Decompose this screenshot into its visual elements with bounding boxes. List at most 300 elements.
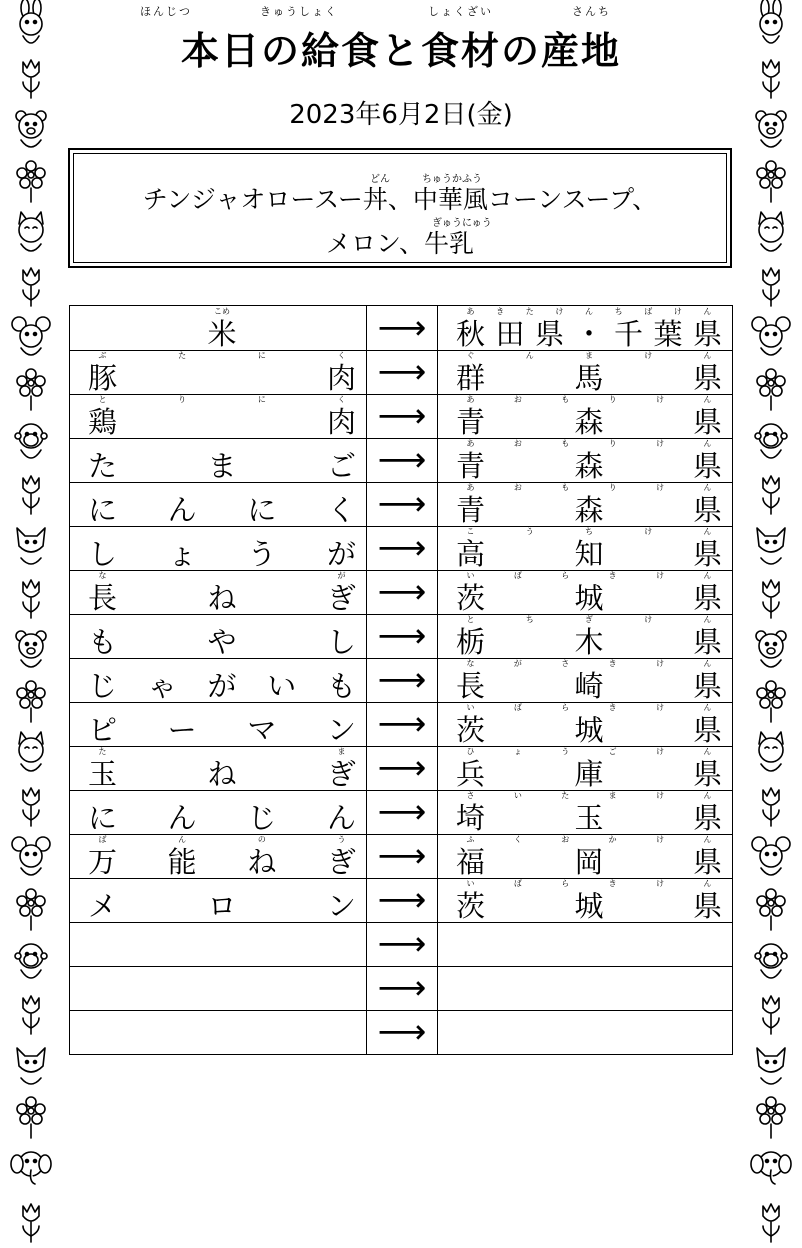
food-char: 能	[167, 845, 197, 879]
food-name	[88, 407, 356, 437]
furigana-char: た	[561, 791, 570, 800]
flower-icon	[747, 676, 795, 728]
origin-char: 埼	[456, 801, 486, 835]
origin-char: 高	[456, 537, 486, 571]
origin-char: 県	[693, 625, 723, 659]
origin-char: 県	[693, 713, 723, 747]
table-row	[70, 306, 732, 351]
furigana-char: ぐ	[466, 351, 475, 360]
furigana-char: な	[98, 571, 107, 580]
food-name	[88, 627, 356, 657]
mouse-icon	[747, 832, 795, 884]
tulip-icon	[747, 260, 795, 312]
menu-box-inner-border	[73, 153, 727, 263]
furigana-char: ば	[513, 879, 522, 888]
tulip-icon	[7, 468, 55, 520]
furigana-char: け	[656, 483, 665, 492]
origin-cell	[438, 966, 732, 1010]
origin-char: 城	[574, 713, 604, 747]
furigana-char: き	[608, 879, 617, 888]
flower-icon	[747, 156, 795, 208]
food-cell	[70, 614, 367, 658]
flower-icon	[7, 1092, 55, 1144]
monkey-icon	[7, 416, 55, 468]
food-char: 豚	[88, 361, 118, 395]
furigana-char: ば	[513, 703, 522, 712]
tulip-icon	[747, 468, 795, 520]
furigana-char: ん	[703, 307, 712, 316]
origin-cell	[438, 570, 732, 614]
furigana-char: お	[513, 439, 522, 448]
furigana-char: ん	[703, 395, 712, 404]
tulip-icon	[7, 52, 55, 104]
furigana-char: く	[513, 835, 522, 844]
table-row	[70, 702, 732, 747]
furigana-char: に	[257, 395, 266, 404]
furigana-char: ご	[608, 747, 617, 756]
menu-ruby-don: どん	[370, 174, 390, 185]
furigana-char: ん	[703, 879, 712, 888]
origin-cell	[438, 306, 732, 350]
food-char: し	[88, 537, 118, 571]
food-name	[88, 803, 356, 833]
food-name	[88, 759, 356, 789]
food-cell	[70, 438, 367, 482]
table-row	[70, 482, 732, 527]
origin-char: 馬	[574, 361, 604, 395]
furigana-char: さ	[466, 791, 475, 800]
arrow-cell: ⟶	[367, 350, 438, 394]
origin-cell	[438, 834, 732, 878]
furigana-char: き	[608, 703, 617, 712]
furigana-char: ま	[337, 747, 346, 756]
furigana-char: あ	[466, 395, 475, 404]
origin-cell	[438, 482, 732, 526]
food-char: ま	[207, 449, 237, 483]
food-char: 長	[88, 581, 118, 615]
food-char: が	[207, 669, 237, 703]
furigana-char: り	[178, 395, 187, 404]
food-char: も	[88, 625, 118, 659]
cat-icon	[7, 208, 55, 260]
arrow-cell: ⟶	[367, 394, 438, 438]
food-cell	[70, 394, 367, 438]
table-row	[70, 922, 732, 967]
origin-char: 県	[693, 889, 723, 923]
arrow-cell: ⟶	[367, 482, 438, 526]
rabbit-icon	[747, 0, 795, 52]
title-ruby-4: さんち	[572, 5, 611, 18]
food-char: た	[88, 449, 118, 483]
furigana-char: お	[561, 835, 570, 844]
food-char: 肉	[327, 361, 357, 395]
furigana-char: に	[257, 351, 266, 360]
title-ruby-3: しょくざい	[428, 5, 493, 18]
origin-name	[456, 891, 722, 921]
food-char: ピ	[88, 713, 118, 747]
food-char: じ	[88, 669, 118, 703]
furigana-char: ん	[178, 835, 187, 844]
furigana-char: も	[561, 483, 570, 492]
furigana-char: く	[337, 351, 346, 360]
furigana-char: ん	[703, 351, 712, 360]
left-decorative-border	[2, 0, 60, 1083]
food-char: が	[326, 537, 356, 571]
food-furigana	[88, 350, 356, 362]
origin-char: 青	[456, 493, 486, 527]
food-cell	[70, 878, 367, 922]
food-char: ね	[247, 845, 277, 879]
furigana-char: い	[513, 791, 522, 800]
right-decorative-border	[742, 0, 800, 1083]
furigana-char: い	[466, 571, 475, 580]
food-name	[88, 715, 356, 745]
tulip-icon	[747, 1196, 795, 1248]
food-char: に	[88, 493, 118, 527]
menu-line-2: メロン、牛乳	[325, 229, 474, 258]
furigana-char: ん	[585, 307, 593, 316]
elephant-icon	[7, 1144, 55, 1196]
origin-char: 青	[456, 449, 486, 483]
furigana-char: ひ	[466, 747, 475, 756]
tulip-icon	[747, 988, 795, 1040]
origin-char: 茨	[456, 713, 486, 747]
menu-line-1: チンジャオロースー丼、中華風コーンスープ、	[142, 185, 658, 214]
food-char: 玉	[88, 757, 118, 791]
table-row	[70, 790, 732, 835]
furigana-char: う	[525, 527, 534, 536]
rabbit-icon	[7, 0, 55, 52]
origin-cell	[438, 790, 732, 834]
food-cell	[70, 570, 367, 614]
furigana-char: が	[337, 571, 346, 580]
flower-icon	[7, 156, 55, 208]
origin-char: 森	[574, 493, 604, 527]
food-cell	[70, 1010, 367, 1054]
furigana-char: ま	[608, 791, 617, 800]
origin-cell	[438, 702, 732, 746]
furigana-char: ふ	[466, 835, 475, 844]
arrow-cell: ⟶	[367, 1010, 438, 1054]
food-cell	[70, 526, 367, 570]
table-row	[70, 614, 732, 659]
table-row	[70, 878, 732, 923]
arrow-cell: ⟶	[367, 746, 438, 790]
food-furigana	[88, 834, 356, 846]
furigana-char: ぶ	[98, 351, 107, 360]
origin-cell	[438, 614, 732, 658]
origin-char: 茨	[456, 889, 486, 923]
furigana-char: ら	[561, 571, 570, 580]
menu-box	[68, 148, 732, 268]
arrow-cell: ⟶	[367, 922, 438, 966]
origin-char: 玉	[574, 801, 604, 835]
fox-icon	[7, 1040, 55, 1092]
origin-cell	[438, 526, 732, 570]
origin-char: 木	[574, 625, 604, 659]
furigana-char: も	[561, 395, 570, 404]
food-furigana	[88, 394, 356, 406]
origin-char: 群	[456, 361, 486, 395]
origin-char: 森	[574, 405, 604, 439]
food-char: ご	[327, 449, 357, 483]
mouse-icon	[747, 312, 795, 364]
origin-name	[456, 451, 722, 481]
furigana-char: お	[513, 483, 522, 492]
food-cell	[70, 702, 367, 746]
furigana-char: う	[337, 835, 346, 844]
furigana-char: ん	[703, 571, 712, 580]
origin-char: ・	[574, 317, 604, 351]
origin-char: 県	[693, 581, 723, 615]
tulip-icon	[7, 572, 55, 624]
food-char: に	[88, 801, 118, 835]
tulip-icon	[7, 780, 55, 832]
menu-date: 2023年6月2日(金)	[289, 100, 513, 130]
origin-char: 茨	[456, 581, 486, 615]
origin-char: 千	[614, 317, 644, 351]
table-row	[70, 394, 732, 439]
food-name	[88, 539, 356, 569]
origin-char: 県	[693, 317, 723, 351]
food-char: い	[267, 669, 297, 703]
food-cell	[70, 966, 367, 1010]
furigana-char: ん	[703, 483, 712, 492]
furigana-char: け	[555, 307, 564, 316]
title-ruby-1: ほんじつ	[140, 5, 192, 18]
bear-icon	[747, 104, 795, 156]
food-cell	[70, 658, 367, 702]
food-char: じ	[247, 801, 277, 835]
origin-name	[456, 407, 722, 437]
furigana-char: け	[644, 527, 653, 536]
food-char: ん	[167, 801, 197, 835]
mouse-icon	[7, 832, 55, 884]
arrow-cell: ⟶	[367, 526, 438, 570]
furigana-char: け	[656, 659, 665, 668]
table-row	[70, 966, 732, 1011]
fox-icon	[7, 520, 55, 572]
furigana-char: ん	[703, 747, 712, 756]
arrow-cell: ⟶	[367, 438, 438, 482]
food-cell	[70, 790, 367, 834]
furigana-char: り	[608, 395, 617, 404]
origin-char: 田	[495, 317, 525, 351]
food-name	[88, 891, 356, 921]
furigana-char: い	[466, 703, 475, 712]
furigana-char: あ	[466, 439, 475, 448]
furigana-char: い	[466, 879, 475, 888]
furigana-char: ん	[703, 659, 712, 668]
origin-cell	[438, 1010, 732, 1054]
furigana-char: け	[673, 307, 682, 316]
origin-char: 県	[693, 361, 723, 395]
origin-name	[456, 495, 722, 525]
furigana-char: と	[466, 615, 475, 624]
origin-char: 県	[693, 801, 723, 835]
origin-name	[456, 847, 722, 877]
flower-icon	[7, 676, 55, 728]
table-row	[70, 526, 732, 571]
furigana-char: け	[656, 835, 665, 844]
table-row	[70, 658, 732, 703]
origin-cell	[438, 878, 732, 922]
food-char: 鶏	[88, 405, 118, 439]
furigana-char: ん	[703, 439, 712, 448]
cat-icon	[747, 208, 795, 260]
origin-name	[456, 363, 722, 393]
origin-char: 兵	[456, 757, 486, 791]
flower-icon	[747, 1092, 795, 1144]
food-char: 米	[207, 317, 237, 351]
food-cell	[70, 306, 367, 350]
furigana-char: こ	[466, 527, 475, 536]
furigana-char: た	[98, 747, 107, 756]
food-name	[88, 451, 356, 481]
origin-char: 県	[693, 757, 723, 791]
furigana-char: り	[608, 439, 617, 448]
origin-char: 県	[693, 845, 723, 879]
food-char: し	[327, 625, 357, 659]
furigana-char: き	[608, 571, 617, 580]
furigana-char: お	[513, 395, 522, 404]
furigana-char: ん	[703, 835, 712, 844]
table-row	[70, 1010, 732, 1054]
food-char: メ	[88, 889, 118, 923]
origin-char: 秋	[456, 317, 486, 351]
furigana-char: ぎ	[585, 615, 593, 624]
origin-char: 県	[693, 449, 723, 483]
origin-char: 県	[693, 493, 723, 527]
furigana-char: が	[513, 659, 522, 668]
furigana-char: け	[644, 351, 653, 360]
origin-char: 福	[456, 845, 486, 879]
origin-cell	[438, 922, 732, 966]
origin-char: 県	[693, 405, 723, 439]
bear-icon	[7, 624, 55, 676]
furigana-char: さ	[561, 659, 570, 668]
origin-cell	[438, 746, 732, 790]
furigana-char: け	[656, 747, 665, 756]
flower-icon	[7, 884, 55, 936]
monkey-icon	[7, 936, 55, 988]
bear-icon	[747, 624, 795, 676]
table-row	[70, 746, 732, 791]
origin-char: 青	[456, 405, 486, 439]
origin-char: 県	[693, 669, 723, 703]
furigana-char: ち	[614, 307, 623, 316]
furigana-char: と	[98, 395, 107, 404]
monkey-icon	[747, 936, 795, 988]
furigana-char: こめ	[214, 307, 230, 316]
furigana-char: け	[656, 571, 665, 580]
origin-char: 庫	[574, 757, 604, 791]
food-char: マ	[247, 713, 277, 747]
furigana-char: た	[525, 307, 534, 316]
origin-char: 県	[535, 317, 565, 351]
food-char: 万	[88, 845, 118, 879]
furigana-char: ら	[561, 703, 570, 712]
table-row	[70, 834, 732, 879]
furigana-char: ち	[585, 527, 593, 536]
food-cell	[70, 746, 367, 790]
origin-char: 葉	[653, 317, 683, 351]
furigana-char: ば	[644, 307, 653, 316]
furigana-char: の	[257, 835, 266, 844]
flower-icon	[747, 364, 795, 416]
menu-ruby-gyuunyuu: ぎゅうにゅう	[432, 218, 492, 229]
food-char: う	[247, 537, 277, 571]
food-char: 肉	[327, 405, 357, 439]
arrow-cell: ⟶	[367, 878, 438, 922]
furigana-char: あ	[466, 307, 475, 316]
food-name	[88, 319, 356, 349]
furigana-char: ま	[585, 351, 593, 360]
cat-icon	[747, 728, 795, 780]
origin-char: 知	[574, 537, 604, 571]
furigana-char: ん	[525, 351, 534, 360]
furigana-char: け	[656, 703, 665, 712]
food-name	[88, 495, 356, 525]
food-char: ね	[207, 581, 237, 615]
origin-char: 城	[574, 581, 604, 615]
food-char: や	[207, 625, 237, 659]
furigana-char: り	[608, 483, 617, 492]
furigana-char: け	[656, 791, 665, 800]
food-char: ぎ	[326, 845, 356, 879]
furigana-char: ょ	[513, 747, 522, 756]
furigana-char: な	[466, 659, 475, 668]
food-char: ん	[326, 801, 356, 835]
food-char: ぎ	[327, 581, 357, 615]
fox-icon	[747, 520, 795, 572]
food-char: ン	[327, 889, 357, 923]
arrow-cell: ⟶	[367, 614, 438, 658]
food-name	[88, 363, 356, 393]
tulip-icon	[747, 52, 795, 104]
cat-icon	[7, 728, 55, 780]
furigana-char: か	[608, 835, 617, 844]
ingredient-origin-table	[69, 305, 733, 1055]
origin-name	[456, 319, 722, 349]
origin-char: 城	[574, 889, 604, 923]
menu-ruby-chuukafuu: ちゅうかふう	[422, 174, 482, 185]
food-char: ね	[207, 757, 237, 791]
furigana-char: け	[656, 439, 665, 448]
food-cell	[70, 350, 367, 394]
food-cell	[70, 922, 367, 966]
origin-cell	[438, 394, 732, 438]
arrow-cell: ⟶	[367, 702, 438, 746]
origin-name	[456, 627, 722, 657]
title-furigana	[60, 0, 742, 18]
food-char: も	[327, 669, 357, 703]
flower-icon	[747, 884, 795, 936]
origin-name	[456, 715, 722, 745]
origin-char: 崎	[574, 669, 604, 703]
arrow-cell: ⟶	[367, 834, 438, 878]
tulip-icon	[747, 780, 795, 832]
origin-char: 栃	[456, 625, 486, 659]
arrow-cell: ⟶	[367, 790, 438, 834]
furigana-char: く	[337, 395, 346, 404]
arrow-cell: ⟶	[367, 306, 438, 350]
origin-char: 長	[456, 669, 486, 703]
tulip-icon	[747, 572, 795, 624]
furigana-char: き	[496, 307, 505, 316]
table-row	[70, 438, 732, 483]
origin-cell	[438, 658, 732, 702]
